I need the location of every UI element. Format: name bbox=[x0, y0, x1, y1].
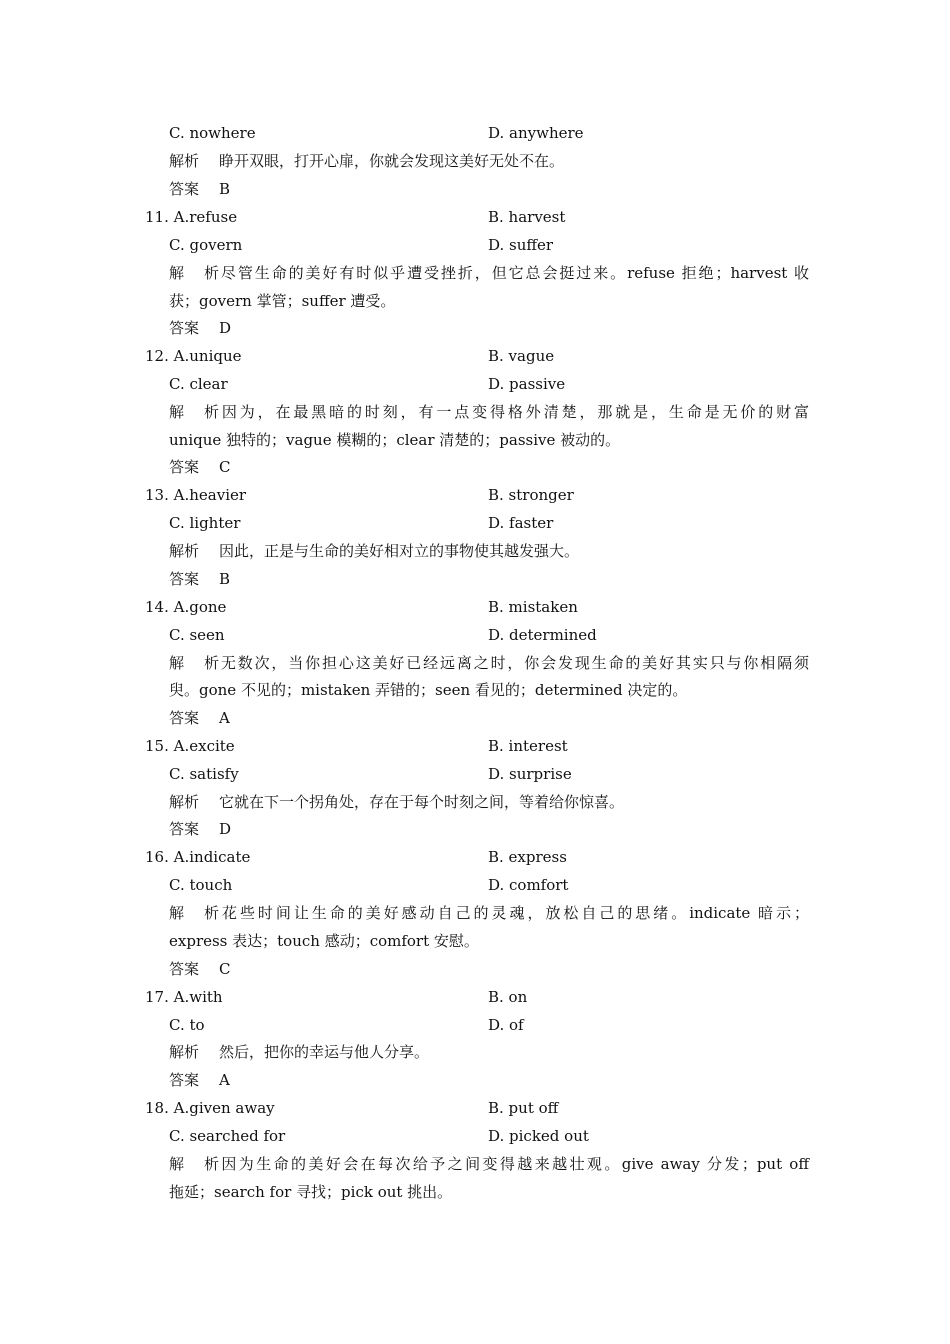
option-b: B. harvest bbox=[488, 208, 566, 226]
answer-text: 答案 C bbox=[169, 960, 231, 978]
question-number-and-option-a: 14. A.gone bbox=[145, 598, 227, 616]
answer-text: 答案 A bbox=[169, 709, 230, 727]
option-c: C. govern bbox=[169, 236, 243, 254]
analysis-text: 解析 然后，把你的幸运与他人分享。 bbox=[169, 1043, 430, 1061]
option-c: C. to bbox=[169, 1016, 205, 1034]
answer-text: 答案 D bbox=[169, 319, 232, 337]
option-d: D. surprise bbox=[488, 765, 572, 783]
option-c: C. touch bbox=[169, 876, 233, 894]
question-number-and-option-a: 17. A.with bbox=[145, 988, 223, 1006]
option-c: C. clear bbox=[169, 375, 228, 393]
answer-label: 答案 bbox=[169, 180, 200, 198]
option-c: C. satisfy bbox=[169, 765, 239, 783]
analysis-text: 解析 睁开双眼，打开心扉，你就会发现这美好无处不在。 bbox=[169, 147, 564, 175]
option-b: B. on bbox=[488, 988, 528, 1006]
option-c: C. lighter bbox=[169, 514, 241, 532]
question-number-and-option-a: 15. A.excite bbox=[145, 737, 235, 755]
option-c: C. nowhere bbox=[169, 124, 256, 142]
question-number-and-option-a: 16. A.indicate bbox=[145, 848, 251, 866]
analysis-text: 解析因为生命的美好会在每次给予之间变得越来越壮观。give away 分发；put off bbox=[169, 1155, 809, 1173]
analysis-label: 解析 bbox=[169, 152, 200, 170]
option-d: D. determined bbox=[488, 626, 597, 644]
analysis-text: unique 独特的；vague 模糊的；clear 清楚的；passive 被动的。 bbox=[169, 431, 621, 449]
analysis-text: 解析 因此，正是与生命的美好相对立的事物使其越发强大。 bbox=[169, 542, 580, 560]
option-b: B. interest bbox=[488, 737, 568, 755]
question-number-and-option-a: 12. A.unique bbox=[145, 347, 242, 365]
option-d: D. passive bbox=[488, 375, 566, 393]
option-b: B. vague bbox=[488, 347, 555, 365]
option-d: D. anywhere bbox=[488, 124, 584, 142]
question-number-and-option-a: 13. A.heavier bbox=[145, 486, 247, 504]
analysis-text: 获；govern 掌管；suffer 遭受。 bbox=[169, 292, 396, 310]
option-b: B. mistaken bbox=[488, 598, 578, 616]
option-b: B. put off bbox=[488, 1099, 559, 1117]
answer-text: 答案 D bbox=[169, 820, 232, 838]
answer-text: 答案 B bbox=[169, 175, 230, 203]
answer-text: 答案 B bbox=[169, 570, 231, 588]
analysis-text: 解析 它就在下一个拐角处，存在于每个时刻之间，等着给你惊喜。 bbox=[169, 793, 625, 811]
analysis-text: 拖延；search for 寻找；pick out 挑出。 bbox=[169, 1183, 453, 1201]
question-number-and-option-a: 11. A.refuse bbox=[145, 208, 238, 226]
option-d: D. of bbox=[488, 1016, 524, 1034]
analysis-text: 解析尽管生命的美好有时似乎遭受挫折，但它总会挺过来。refuse 拒绝；harvest 收 bbox=[169, 264, 809, 282]
option-d: D. comfort bbox=[488, 876, 569, 894]
analysis-text: express 表达；touch 感动；comfort 安慰。 bbox=[169, 932, 479, 950]
answer-text: 答案 C bbox=[169, 458, 231, 476]
option-d: D. suffer bbox=[488, 236, 554, 254]
option-b: B. stronger bbox=[488, 486, 574, 504]
analysis-text: 解析花些时间让生命的美好感动自己的灵魂，放松自己的思绪。indicate 暗示； bbox=[169, 904, 809, 922]
option-b: B. express bbox=[488, 848, 567, 866]
option-d: D. faster bbox=[488, 514, 554, 532]
analysis-text: 臾。gone 不见的；mistaken 弄错的；seen 看见的；determined 决定的。 bbox=[169, 681, 688, 699]
analysis-text: 解析无数次，当你担心这美好已经远离之时，你会发现生命的美好其实只与你相隔须 bbox=[169, 654, 809, 672]
option-d: D. picked out bbox=[488, 1127, 589, 1145]
option-c: C. seen bbox=[169, 626, 225, 644]
option-c: C. searched for bbox=[169, 1127, 286, 1145]
answer-text: 答案 A bbox=[169, 1071, 230, 1089]
analysis-text: 解析因为，在最黑暗的时刻，有一点变得格外清楚，那就是，生命是无价的财富 bbox=[169, 403, 809, 421]
question-number-and-option-a: 18. A.given away bbox=[145, 1099, 275, 1117]
